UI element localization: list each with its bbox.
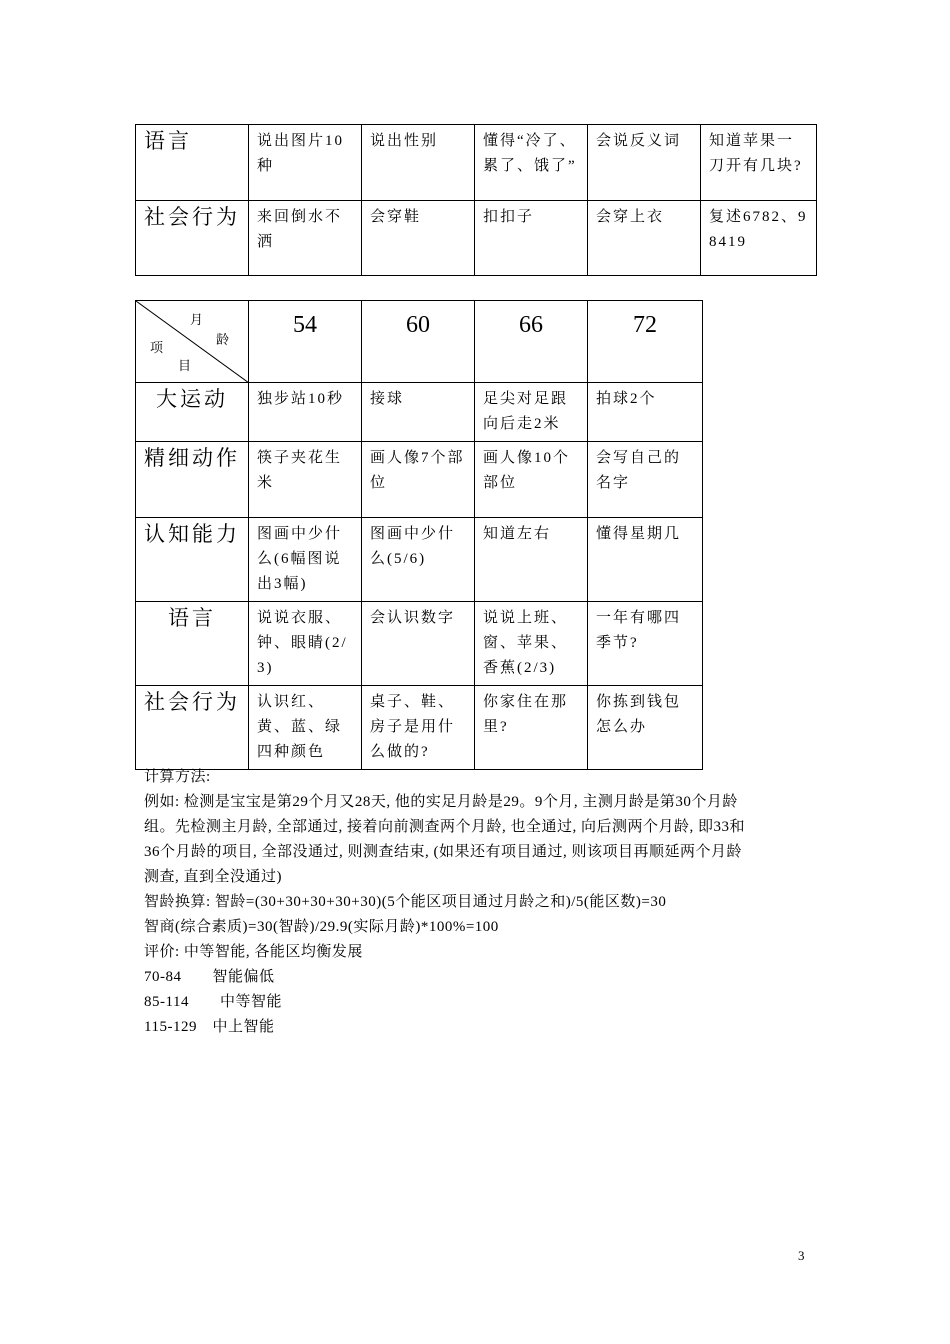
- header-age-label: 龄: [216, 332, 230, 347]
- table-cell: 独步站10秒: [249, 383, 362, 442]
- table-row: [136, 125, 817, 201]
- table-cell: 图画中少什么(5/6): [362, 518, 475, 602]
- row-category: 精细动作: [136, 442, 249, 518]
- table-cell: 筷子夹花生米: [249, 442, 362, 518]
- table-cell: 认识红、黄、蓝、绿四种颜色: [249, 686, 362, 770]
- range-low: 70-84 智能偏低: [144, 969, 275, 985]
- table-cell: 会认识数字: [362, 602, 475, 686]
- table-cell: 会写自己的名字: [588, 442, 703, 518]
- table-cell: 懂得星期几: [588, 518, 703, 602]
- table-row: [136, 442, 703, 518]
- table-cell: 一年有哪四季节?: [588, 602, 703, 686]
- table-cell: 桌子、鞋、房子是用什么做的?: [362, 686, 475, 770]
- example-line-3: 36个月龄的项目, 全部没通过, 则测查结束, (如果还有项目通过, 则该项目再顺延两个月龄: [144, 844, 742, 860]
- notes-heading: 计算方法:: [144, 769, 211, 785]
- example-line-1: 例如: 检测是宝宝是第29个月又28天, 他的实足月龄是29。9个月, 主测月龄是第30个月龄: [144, 794, 738, 810]
- table-bottom: [135, 300, 703, 770]
- example-line-2: 组。先检测主月龄, 全部通过, 接着向前测查两个月龄, 也全通过, 向后测两个月龄, 即33和: [144, 819, 746, 835]
- row-category: 语言: [136, 125, 249, 201]
- table-row: [136, 602, 703, 686]
- range-mid: 85-114 中等智能: [144, 994, 282, 1010]
- age-header-54: 54: [249, 301, 362, 383]
- diagonal-header-cell: [136, 301, 249, 383]
- table-cell: 知道苹果一刀开有几块?: [701, 125, 817, 201]
- formula-iq: 智商(综合素质)=30(智龄)/29.9(实际月龄)*100%=100: [144, 919, 499, 935]
- header-month-label: 月: [190, 312, 204, 327]
- example-line-4: 测查, 直到全没通过): [144, 869, 282, 885]
- table-cell: 懂得“冷了、累了、饿了”: [475, 125, 588, 201]
- table-row: [136, 518, 703, 602]
- row-category: 社会行为: [136, 686, 249, 770]
- header-item-label: 项: [150, 340, 164, 355]
- row-category: 语言: [136, 602, 249, 686]
- page-number: 3: [798, 1248, 805, 1263]
- table-cell: 说出性别: [362, 125, 475, 201]
- table-top: [135, 124, 817, 276]
- row-category: 大运动: [136, 383, 249, 442]
- range-high: 115-129 中上智能: [144, 1019, 275, 1035]
- row-category: 认知能力: [136, 518, 249, 602]
- table-row: [136, 383, 703, 442]
- row-category: 社会行为: [136, 201, 249, 276]
- table-cell: 扣扣子: [475, 201, 588, 276]
- table-cell: 来回倒水不洒: [249, 201, 362, 276]
- table-cell: 你家住在那里?: [475, 686, 588, 770]
- table-cell: 知道左右: [475, 518, 588, 602]
- table-cell: 画人像10个部位: [475, 442, 588, 518]
- age-header-72: 72: [588, 301, 703, 383]
- table-cell: 画人像7个部位: [362, 442, 475, 518]
- age-header-66: 66: [475, 301, 588, 383]
- table-cell: 复述6782、98419: [701, 201, 817, 276]
- table-cell: 会穿鞋: [362, 201, 475, 276]
- header-eye-label: 目: [178, 358, 192, 373]
- age-header-60: 60: [362, 301, 475, 383]
- table-cell: 说说衣服、钟、眼睛(2/3): [249, 602, 362, 686]
- table-cell: 接球: [362, 383, 475, 442]
- table-cell: 拍球2个: [588, 383, 703, 442]
- table-cell: 会穿上衣: [588, 201, 701, 276]
- table-cell: 会说反义词: [588, 125, 701, 201]
- table-cell: 说说上班、窗、苹果、香蕉(2/3): [475, 602, 588, 686]
- evaluation-line: 评价: 中等智能, 各能区均衡发展: [144, 944, 363, 960]
- table-cell: 说出图片10种: [249, 125, 362, 201]
- table-row: [136, 201, 817, 276]
- table-cell: 足尖对足跟向后走2米: [475, 383, 588, 442]
- table-row: [136, 686, 703, 770]
- calculation-notes: [144, 765, 824, 1040]
- formula-mental-age: 智龄换算: 智龄=(30+30+30+30+30)(5个能区项目通过月龄之和)/5(能区数)=30: [144, 894, 667, 910]
- header-row: [136, 301, 703, 383]
- table-cell: 你拣到钱包怎么办: [588, 686, 703, 770]
- table-cell: 图画中少什么(6幅图说出3幅): [249, 518, 362, 602]
